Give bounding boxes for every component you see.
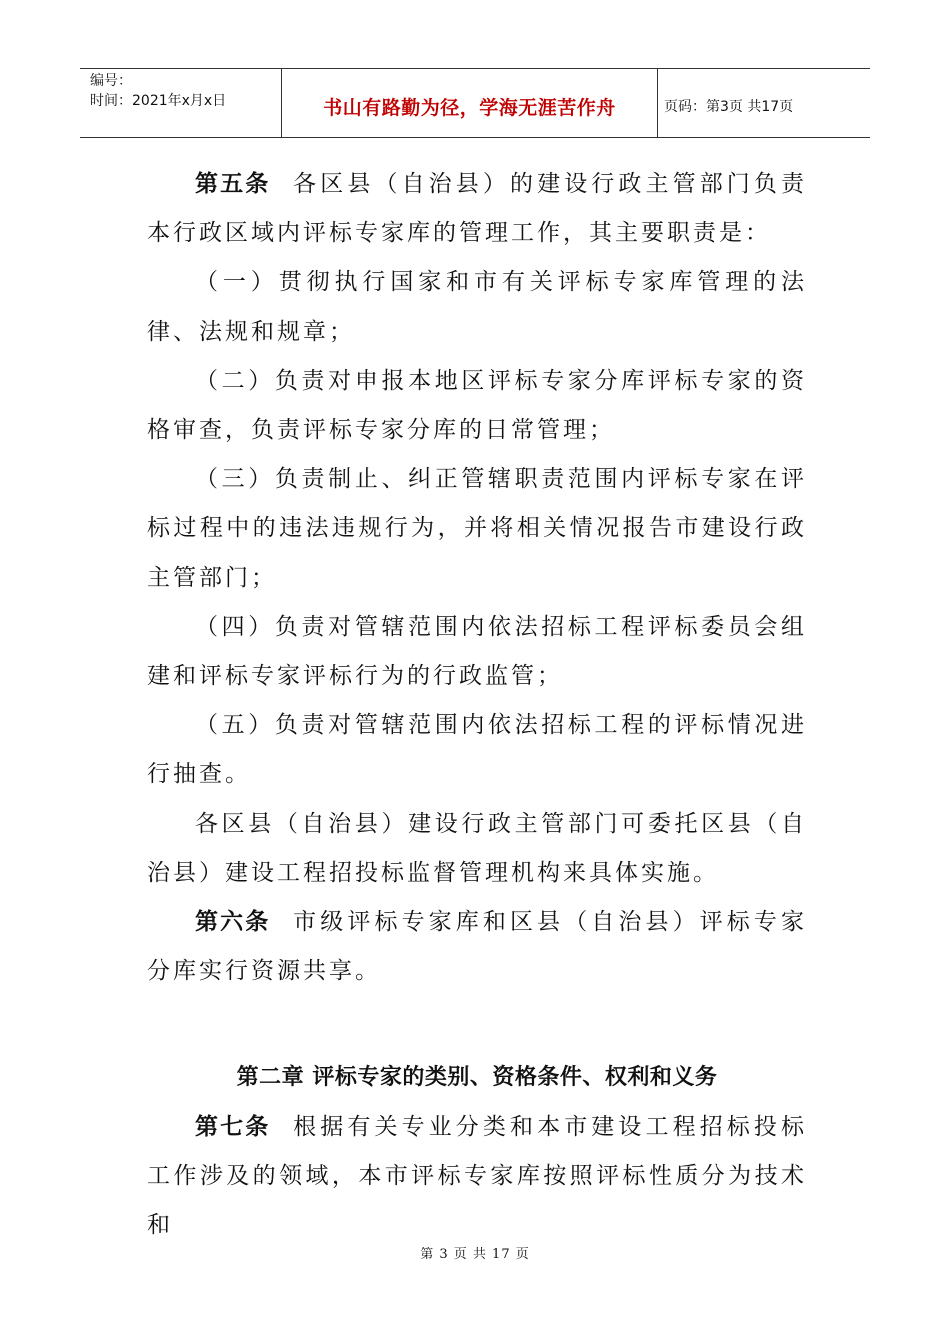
article-6-title: 第六条 xyxy=(195,909,271,936)
article-6-text: 市级评标专家库和区县（自治县）评标专家分库实行资源共享。 xyxy=(147,909,808,985)
article-6-paragraph xyxy=(147,898,807,996)
page-header xyxy=(80,68,870,138)
article-5-title: 第五条 xyxy=(195,171,271,197)
header-page-cell xyxy=(658,72,870,140)
chapter-2-heading: 第二章 评标专家的类别、资格条件、权利和义务 xyxy=(236,1065,718,1091)
item-5: （五）负责对管辖范围内依法招标工程的评标情况进行抽查。 xyxy=(147,712,807,788)
item-1: （一）贯彻执行国家和市有关评标专家库管理的法律、法规和规章； xyxy=(147,269,807,345)
header-motto-cell xyxy=(282,69,658,137)
item-2: （二）负责对申报本地区评标专家分库评标专家的资格审查，负责评标专家分库的日常管理； xyxy=(147,367,807,444)
number-label: 编号： xyxy=(90,73,132,89)
time-label: 时间：2021年x月x日 xyxy=(90,93,227,109)
page-footer: 第 3 页 共 17 页 xyxy=(420,1247,530,1262)
header-meta-cell xyxy=(80,69,282,137)
section-gap xyxy=(147,996,807,1053)
document-body xyxy=(147,160,807,1250)
page-info: 页码：第3页 共17页 xyxy=(664,99,794,115)
article-7-paragraph xyxy=(147,1103,807,1251)
delegation-paragraph: 各区县（自治县）建设行政主管部门可委托区县（自治县）建设工程招投标监督管理机构来具体实施。 xyxy=(147,810,807,886)
article-5-text: 各区县（自治县）的建设行政主管部门负责本行政区域内评标专家库的管理工作，其主要职责是： xyxy=(147,171,808,247)
article-5-paragraph xyxy=(147,160,807,258)
motto-text: 书山有路勤为径，学海无涯苦作舟 xyxy=(323,96,616,119)
item-4: （四）负责对管辖范围内依法招标工程评标委员会组建和评标专家评标行为的行政监管； xyxy=(147,613,807,690)
article-7-text: 根据有关专业分类和本市建设工程招标投标工作涉及的领域，本市评标专家库按照评标性质分为技术和 xyxy=(147,1113,808,1239)
item-3: （三）负责制止、纠正管辖职责范围内评标专家在评标过程中的违法违规行为，并将相关情况报告市建设行政主管部门； xyxy=(147,466,807,591)
article-7-title: 第七条 xyxy=(195,1113,271,1140)
